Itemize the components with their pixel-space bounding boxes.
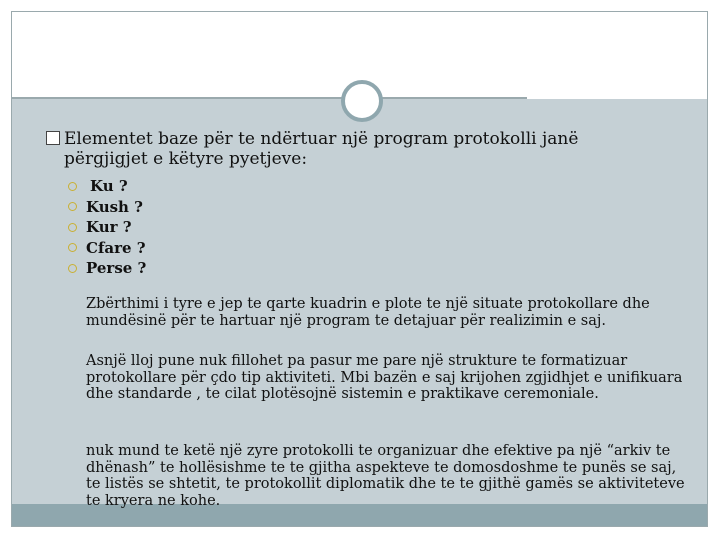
list-item bbox=[68, 176, 146, 197]
list-item bbox=[68, 258, 146, 279]
checkbox-bullet-icon bbox=[46, 131, 60, 145]
paragraph-3: nuk mund te ketë një zyre protokolli te organizuar dhe efektive pa një “arkiv te dhënash” te hollësishme te te gjitha aspekteve te domosdoshme te punës se saj, te listës se shtetit, te protokollit diplomatik dhe te te gjithë gamës se aktiviteteve te kryera ne kohe. bbox=[86, 443, 685, 509]
main-bullet-line1: Elementet baze për te ndërtuar një program protokolli janë bbox=[64, 129, 579, 149]
question-text: Perse ? bbox=[86, 259, 147, 278]
paragraph-2: Asnjë lloj pune nuk fillohet pa pasur me pare një strukture te formatizuar protokollare për çdo tip aktiviteti. Mbi bazën e saj krijohen zgjidhjet e unifikuara dhe standarde , te cilat plotësojnë sistemin e praktikave ceremoniale. bbox=[86, 353, 683, 402]
question-text: Ku ? bbox=[90, 177, 128, 196]
divider-line-right bbox=[380, 97, 527, 99]
divider-line-left bbox=[12, 97, 342, 99]
paragraph-1: Zbërthimi i tyre e jep te qarte kuadrin e plote te një situate protokollare dhe mundësinë për te hartuar një program te detajuar për realizimin e saj. bbox=[86, 296, 650, 329]
list-item bbox=[68, 238, 146, 259]
question-text: Kush ? bbox=[86, 197, 143, 216]
main-bullet-line2: përgjigjet e këtyre pyetjeve: bbox=[64, 149, 308, 169]
ring-bullet-icon bbox=[68, 243, 77, 252]
question-text: Cfare ? bbox=[86, 238, 146, 257]
question-text: Kur ? bbox=[86, 218, 132, 237]
list-item bbox=[68, 217, 146, 238]
decorative-ring-icon bbox=[341, 80, 383, 122]
ring-bullet-icon bbox=[68, 264, 77, 273]
ring-bullet-icon bbox=[68, 202, 77, 211]
question-list bbox=[68, 176, 146, 279]
ring-bullet-icon bbox=[68, 182, 77, 191]
main-bullet bbox=[46, 129, 646, 169]
ring-bullet-icon bbox=[68, 223, 77, 232]
list-item bbox=[68, 197, 146, 218]
